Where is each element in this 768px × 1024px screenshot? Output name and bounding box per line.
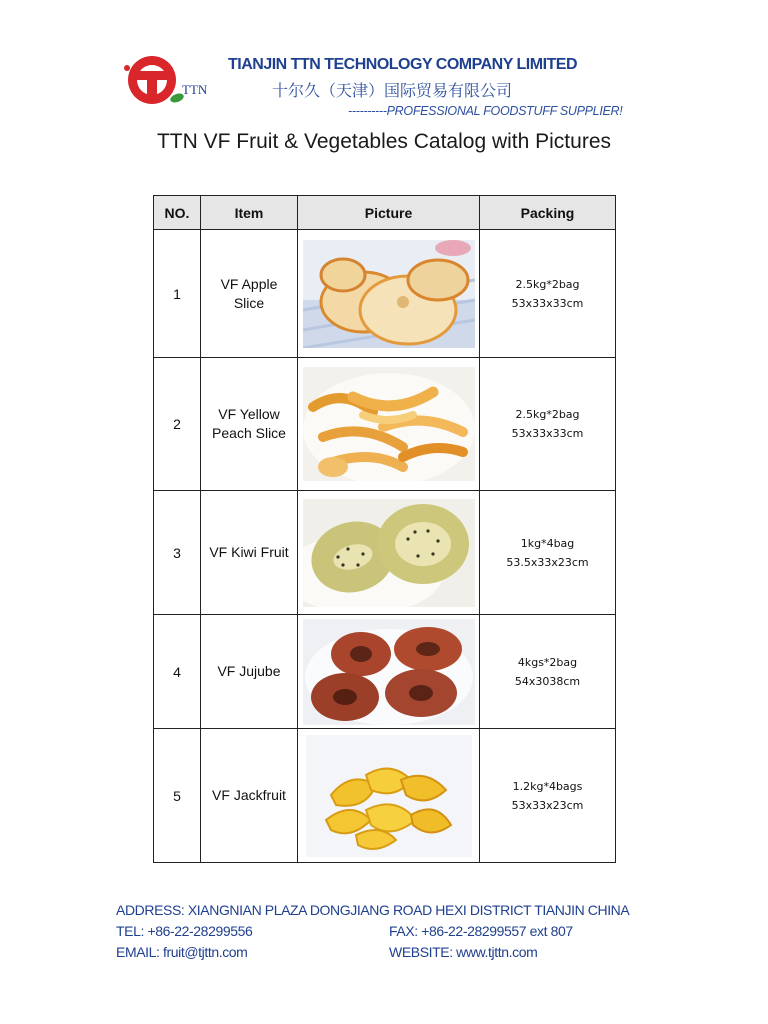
picture-cell [298, 358, 480, 491]
item-name: VF Apple Slice [201, 230, 298, 358]
packing-dimensions: 53.5x33x23cm [506, 555, 589, 569]
packing-weight: 4kgs*2bag [517, 655, 578, 669]
row-number: 3 [154, 491, 201, 615]
row-number: 1 [154, 230, 201, 358]
kiwi-fruit-photo [303, 499, 475, 607]
header-item: Item [201, 196, 298, 230]
logo-text: TTN [182, 82, 208, 97]
header-packing: Packing [480, 196, 616, 230]
row-number: 2 [154, 358, 201, 491]
footer-tel: TEL: +86-22-28299556 [116, 923, 253, 939]
jujube-photo [303, 619, 475, 725]
table-row [154, 729, 616, 863]
packing-weight: 1.2kg*4bags [512, 779, 583, 793]
jackfruit-photo [306, 735, 472, 857]
page-title: TTN VF Fruit & Vegetables Catalog with Pictures [156, 130, 611, 153]
picture-cell [298, 230, 480, 358]
picture-cell [298, 615, 480, 729]
header-no: NO. [154, 196, 201, 230]
table-row [154, 615, 616, 729]
packing-weight: 2.5kg*2bag [515, 277, 580, 291]
tagline: ----------PROFESSIONAL FOODSTUFF SUPPLIER! [348, 104, 623, 118]
row-number: 5 [154, 729, 201, 863]
footer-fax: FAX: +86-22-28299557 ext 807 [389, 923, 573, 939]
item-name: VF Yellow Peach Slice [201, 358, 298, 491]
packing-cell [480, 230, 616, 358]
footer-address: ADDRESS: XIANGNIAN PLAZA DONGJIANG ROAD HEXI DISTRICT TIANJIN CHINA [116, 902, 630, 918]
catalog-table [153, 195, 616, 863]
header-picture: Picture [298, 196, 480, 230]
packing-cell [480, 615, 616, 729]
table-header-row [154, 196, 616, 230]
footer-website[interactable]: WEBSITE: www.tjttn.com [389, 944, 538, 960]
table-row [154, 491, 616, 615]
item-name: VF Jujube [201, 615, 298, 729]
row-number: 4 [154, 615, 201, 729]
picture-cell [298, 491, 480, 615]
picture-cell [298, 729, 480, 863]
footer-email[interactable]: EMAIL: fruit@tjttn.com [116, 944, 248, 960]
packing-weight: 2.5kg*2bag [515, 408, 580, 421]
table-row [154, 230, 616, 358]
company-name: TIANJIN TTN TECHNOLOGY COMPANY LIMITED [228, 56, 578, 73]
packing-cell [480, 358, 616, 491]
packing-dimensions: 53x33x23cm [511, 798, 584, 812]
packing-weight: 1kg*4bag [520, 536, 575, 550]
apple-slice-photo [303, 240, 475, 348]
packing-cell [480, 491, 616, 615]
company-name-cn: 十尔久（天津）国际贸易有限公司 [272, 81, 513, 100]
item-name: VF Kiwi Fruit [201, 491, 298, 615]
packing-dimensions: 53x33x33cm [511, 427, 584, 440]
peach-slice-photo [303, 367, 475, 481]
table-row [154, 358, 616, 491]
company-logo [122, 50, 222, 110]
packing-dimensions: 54x3038cm [514, 674, 581, 688]
packing-dimensions: 53x33x33cm [511, 296, 584, 310]
item-name: VF Jackfruit [201, 729, 298, 863]
packing-cell [480, 729, 616, 863]
